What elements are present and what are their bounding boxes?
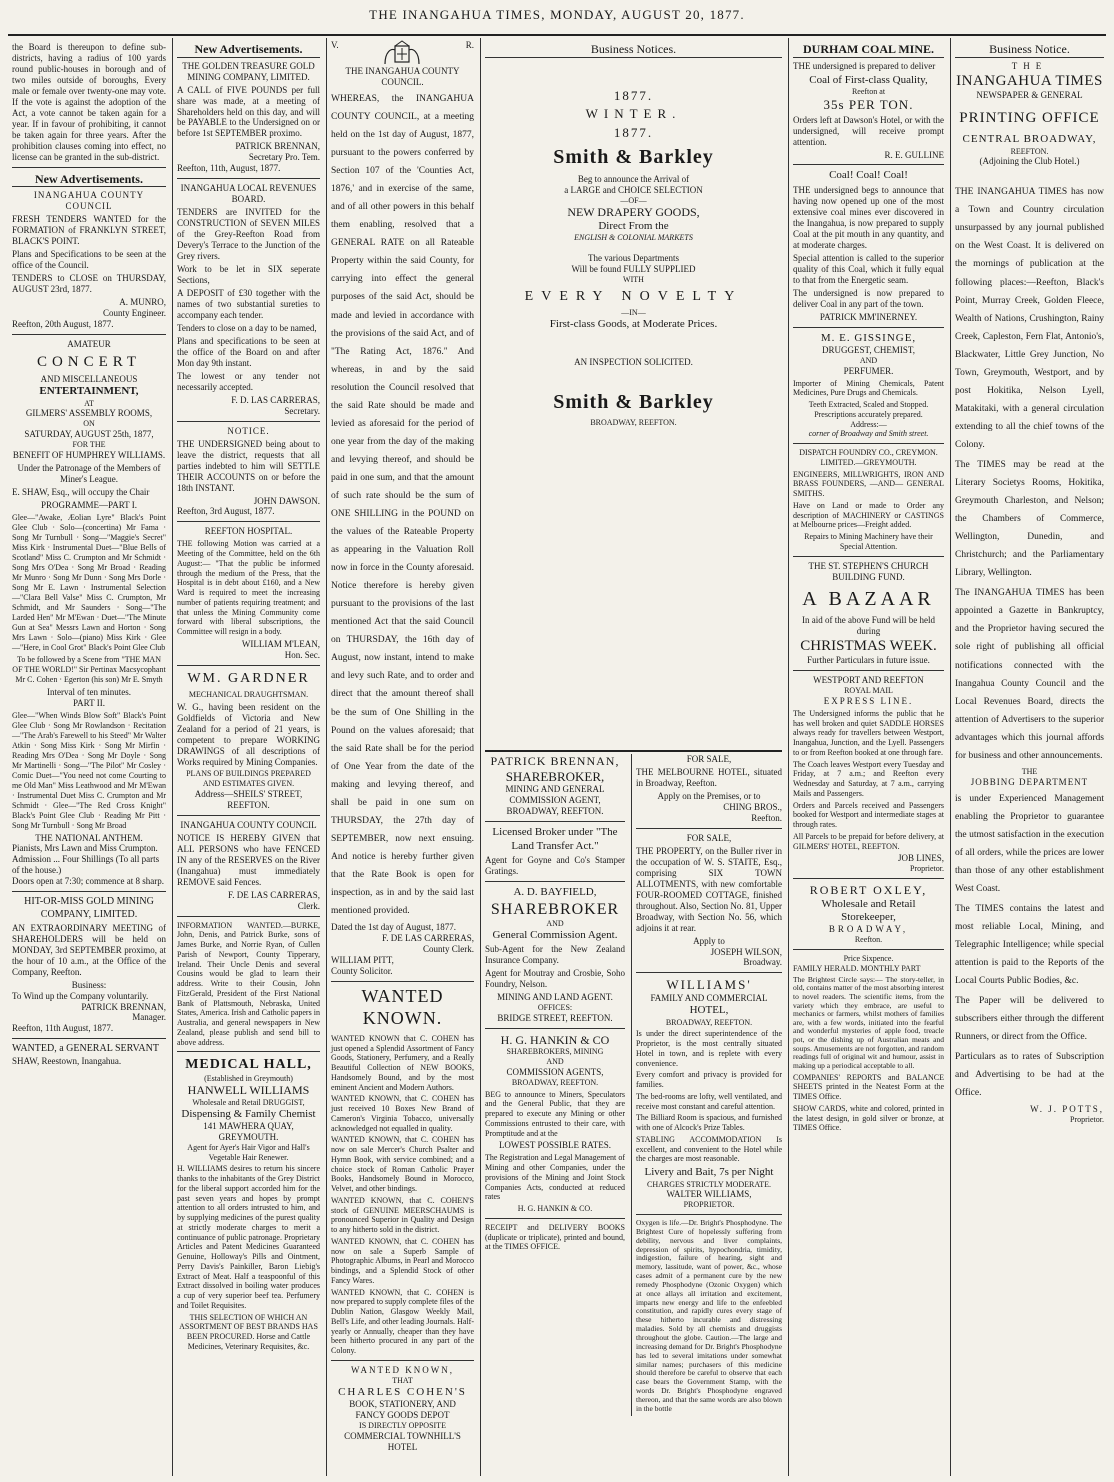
parcels: Orders and Parcels received and Passengers booked for Westport and intermediate stages at through rates. (793, 800, 944, 830)
on: ON (83, 419, 95, 429)
lower-left-ads (485, 754, 625, 1254)
wanted-1: WANTED KNOWN that C. COHEN has just opened a Splendid Assortment of Fancy Goods, Stationery, Perfumery, and a Really Beautiful Collection of NEW BOOKS, Handsomely Bound, and by the most eminent Ancient and Modern Authors. (331, 1033, 474, 1092)
divider (177, 665, 320, 666)
hankin-sig: H. G. HANKIN & CO. (517, 1204, 593, 1214)
new-ads-heading: New Advertisements. (12, 172, 166, 188)
for-the: FOR THE (72, 439, 106, 449)
lowest: LOWEST POSSIBLE RATES. (498, 1140, 612, 1151)
programme-1-list: Glee—"Awake, Æolian Lyre" Black's Point Glee Club · Solo—(concertina) Mr Fama · Song Mr Turnbull · Song—"Maggie's Secret" Miss Kirk · Instrumental Duet—"Blue Bells of Scotland" Miss C. Crumpton and Mr Schmidt · Song Mrs O'Dea · Song Mr Broad · Reading Mr Munro · Song Mr Dunn · Song Mrs Dorle · Song Mr E. Lawn · Instrumental Selection—"Clara Bell Valse" Miss C. Crumpton, Mr Schmidt, and Mr Saunders · Song—"The Larded Hen" Mr M'Ewan · Duet—"The Minute Gun at Sea" Messrs Lawn and Horton · Song Mrs Lawn · Solo—(piano) Miss Kirk · Glee—"Here, in Cool Grot" Black's Point Glee Club (12, 512, 166, 652)
divider (485, 1218, 625, 1219)
gt-title2: Secretary Pro. Tem. (248, 152, 320, 163)
bedrooms: The bed-rooms are lofty, well ventilated, and receive most constant and careful attention. (636, 1091, 782, 1111)
wp-body: The Undersigned informs the public that he has well broken and quiet SADDLE HORSES always ready for travellers between Westport, Inangahua, Junction, and the Lyell. Passengers to or from Reefton booked at one through fare. (793, 708, 944, 757)
divider (793, 949, 944, 950)
divider (12, 891, 166, 892)
land: Have on Land or made to Order any description of MACHINERY or CASTINGS at Melbourne prices—Freight added. (793, 500, 944, 530)
notice-title: NOTICE. (227, 425, 270, 436)
gt-body: A CALL of FIVE POUNDS per full share was made, at a meeting of Shareholders held on this day, and will be PAYABLE to the Undersigned on or before 1st SEPTEMBER proximo. (177, 84, 320, 139)
adjoining: (Adjoining the Club Hotel.) (979, 156, 1080, 167)
clerk-name: F. DE LAS CARRERAS, (381, 933, 474, 944)
lr-secretary: Secretary. (284, 405, 320, 416)
family: FAMILY AND COMMERCIAL (650, 993, 768, 1004)
hankin-addr: BROADWAY, REEFTON. (511, 1077, 599, 1087)
bazaar: A BAZAAR (802, 587, 935, 610)
that: THAT (392, 1375, 413, 1385)
hankin-and: AND (546, 1057, 564, 1067)
in: —IN— (621, 307, 646, 317)
hankin-comm: COMMISSION AGENTS, (506, 1066, 604, 1077)
inspection: AN INSPECTION SOLICITED. (574, 356, 693, 367)
solicitor-title: County Solicitor. (331, 965, 393, 976)
supplied: Will be found FULLY SUPPLIED (571, 264, 696, 275)
reading-rooms: The TIMES may be read at the Literary Societys Rooms, Hokitika, Greymouth Charleston, and Nelson; the Chambers of Commerce, Wellington, Dunedin, and Christchurch; and the Parliamentary Library, Wellington. (955, 459, 1104, 579)
hankin: H. G. HANKIN & CO (500, 1032, 610, 1047)
smith-barkley-1: Smith & Barkley (553, 146, 714, 169)
times-sub: NEWSPAPER & GENERAL (976, 89, 1083, 100)
divider (177, 815, 320, 816)
wanted-2: WANTED KNOWN, that C. COHEN has just received 10 Boxes New Brand of Cameron's Virginia Tobacco, universally acknowledged not equalled in quality. (331, 1094, 474, 1133)
first-class: First-class Goods, at Moderate Prices. (549, 317, 718, 330)
divider (636, 972, 782, 973)
hotel-body: Is under the direct superintendence of the Proprietor, is the most centrally situated Hotel in town, and is replete with every convenience. (636, 1029, 782, 1068)
v-letter: V. (331, 40, 339, 50)
the-2: THE (1021, 766, 1038, 776)
lr-work: Work to be let in SIX seperate Sections, (177, 264, 320, 286)
prescriptions: Prescriptions accurately prepared. (814, 409, 923, 419)
companies: COMPANIES' REPORTS and BALANCE SHEETS printed in the Neatest Form at the TIMES Office. (793, 1072, 944, 1102)
mla: MINING AND LAND AGENT. (497, 992, 613, 1003)
wind-up: To Wind up the Company voluntarily. (12, 990, 149, 1001)
lr-plans: Plans and specifications to be seen at the office of the Board on and after Mon day 9th instant. (177, 335, 320, 368)
misc: AND MISCELLANEOUS (40, 374, 138, 385)
aid: In aid of the above Fund will be held during (802, 614, 935, 636)
column-2 (172, 38, 324, 1476)
wk-title: WANTED KNOWN, (351, 1364, 454, 1375)
coal-coal: Coal! Coal! Coal! (829, 169, 908, 182)
year-1: 1877. (613, 87, 654, 103)
hospital-body: THE following Motion was carried at a Meeting of the Committee, held on the 6th August:— "That the public be informed through the medium of the Press, that the Hospital is in debt about £160, and a New Ward is required to meet the increasing number of patients requiring treatment; and that unless the Mining Community come forward with liberal subscriptions, the Committee will resign in a body. (177, 539, 320, 637)
ox-addr: BROADWAY, (828, 924, 909, 935)
fancy: FANCY GOODS DEPOT (355, 1409, 450, 1420)
gt-title: THE GOLDEN TREASURE GOLD MINING COMPANY, LIMITED. (182, 60, 315, 82)
divider (12, 167, 166, 168)
westport: WESTPORT AND REEFTON (813, 675, 924, 686)
property: THE PROPERTY, on the Buller river in the occupation of W. S. STAITE, Esq., comprising SIX TOWN ALLOTMENTS, with new comfortable FOUR-ROOMED COTTAGE, finished throughout. Also, Section No. 81, Upper Broadway, with Section No. 56, which adjoins it at rear. (636, 845, 782, 933)
large: a LARGE and CHOICE SELECTION (564, 184, 703, 195)
divider (793, 327, 944, 328)
jobbing: JOBBING DEPARTMENT (970, 776, 1089, 787)
hospital-title: REEFTON HOSPITAL. (204, 526, 293, 537)
wm-gardner: WM. GARDNER (187, 670, 310, 686)
wanted-3: WANTED KNOWN, that C. COHEN has now on sale Mercer's Church Psalter and Hymn Book, with service combined; and a choice stock of Roman Catholic Prayer Books, Handsomely Bound in Morocco, Velvet, and other bindings. (331, 1135, 474, 1194)
plans-text: Plans and Specifications to be seen at the office of the Council. (12, 249, 166, 271)
prepaid: All Parcels to be prepaid for before delivery, at GILMERS' HOTEL, REEFTON. (793, 831, 944, 851)
potts-title: Proprietor. (1070, 1115, 1104, 1125)
ching-place: Reefton. (751, 812, 782, 823)
gt-date: Reefton, 11th, August, 1877. (177, 163, 281, 174)
divider (177, 1051, 320, 1052)
hit-body: AN EXTRAORDINARY MEETING of SHAREHOLDERS will be held on MONDAY, 3rd SEPTEMBER proximo, at the hour of 10 a.m., at the Office of the Company, Reefton. (12, 922, 166, 977)
wm-body: W. G., having been resident on the Goldfields of Victoria and New Zealand for a period of 21 years, is competent to prepare WORKING DRAWINGS of all descriptions of Works required by Mining Companies. (177, 701, 320, 767)
durham-body: THE undersigned is prepared to deliver (793, 60, 936, 71)
when: SATURDAY, AUGUST 25th, 1877, (24, 429, 154, 440)
column-6 (950, 38, 1108, 1476)
rooms: GILMERS' ASSEMBLY ROOMS, (25, 408, 153, 419)
column-3 (326, 38, 478, 1476)
chair: E. SHAW, Esq., will occupy the Chair (12, 486, 150, 497)
stabling: STABLING ACCOMMODATION Is excellent, and convenient to the Hotel while the charges are most reasonable. (636, 1134, 782, 1164)
date: Reefton, 20th August, 1877. (12, 318, 114, 329)
chemist: DRUGGEST, CHEMIST, (822, 344, 915, 355)
clerk-title: County Clerk. (423, 944, 474, 955)
icc-name: F. DE LAS CARRERAS, (227, 889, 320, 900)
divider (12, 1038, 166, 1039)
reefton: REEFTON. (1010, 146, 1049, 156)
printing-office: PRINTING OFFICE (959, 109, 1100, 126)
wholesale: Wholesale and Retail (821, 897, 916, 910)
direct-from: Direct From the (598, 219, 669, 232)
lower-right-ads (631, 754, 782, 1416)
show-cards: SHOW CARDS, white and colored, printed in the latest design, in gold silver or bronze, at TIMES Office. (793, 1103, 944, 1133)
oxley: ROBERT OXLEY, (809, 883, 928, 898)
every-novelty: EVERY NOVELTY (524, 288, 743, 304)
pianists: Pianists, Mrs Lawn and Miss Crumpton. (12, 843, 158, 854)
tenders-close: TENDERS to CLOSE on THURSDAY, AUGUST 23rd, 1877. (12, 273, 166, 295)
lr-name: F. D. LAS CARRERAS, (231, 394, 320, 405)
joseph: JOSEPH WILSON, (710, 946, 782, 957)
medical-hall: MEDICAL HALL, (185, 1057, 312, 1073)
beg: Beg to announce the Arrival of (577, 173, 690, 184)
orders: Orders left at Dawson's Hotel, or with the undersigned, will receive prompt attention. (793, 114, 944, 147)
joseph-addr: Broadway. (743, 957, 782, 968)
special: Special attention is called to the superior quality of this Coal, which it fully equal to that from the Energetic seam. (793, 252, 944, 285)
charges: CHARGES STRICTLY MODERATE. (646, 1179, 772, 1189)
rate-notice: WHEREAS, the INANGAHUA COUNTY COUNCIL, at a meeting held on the 1st day of August, 1877, pursuant to the powers conferred by Section 107 of the 'Counties Act, 1876,' and in exercise of the same, and of all other powers in this behalf them enabling, resolved that a GENERAL RATE on all Rateable Property within the said County, for carrying into effect the general purposes of the said Act, should be made and levied in accordance with the provisions of the said Act, and of "The Rating Act, 1876." And whereas, in and by the said resolution the Council resolved that the said Rate should be made and levied as aforesaid for the period of one year from the day of the making and levying thereof, and should be paid in one sum, and that the amount of such rate should be the sum of ONE SHILLING in the POUND on the values of the Rateable Property as appearing in the Valuation Roll now in force in the County aforesaid. Notice therefore is hereby given pursuant to the provisions of the last mentioned Act that the said Council on THURSDAY, the 16th day of August, now instant, intend to make and levy such Rate, and to order and direct that the amount thereof shall be the sum of One Shilling in the Pound on the values aforesaid; that the said Rate shall be for the period of One Year from the date of the making and levying thereof, and shall be paid in one sum on THURSDAY, the 27th day of SEPTEMBER, now next ensuing. And notice is hereby further given that the Rate Book is open for inspection, as in and by the said last mentioned provided. (331, 93, 474, 917)
hankin-body: BEG to announce to Miners, Speculators and the General Public, that they are prepared to execute any Mining or other Commissions entrusted to their care, with Promptitude and at the (485, 1089, 625, 1138)
price: 35s PER TON. (823, 96, 914, 112)
amateur: AMATEUR (67, 338, 111, 349)
importer: Importer of Mining Chemicals, Patent Medicines, Pure Drugs and Chemicals. (793, 378, 944, 398)
deliver: The undersigned is now prepared to deliver Coal in any part of the town. (793, 287, 944, 309)
family-herald: FAMILY HERALD. MONTHLY PART (793, 963, 921, 973)
repairs: Repairs to Mining Machinery have their Special Attention. (804, 532, 933, 551)
nz: Sub-Agent for the New Zealand Insurance Company. (485, 944, 625, 966)
admission: Admission ... Four Shillings (To all parts of the house.) (12, 854, 160, 876)
delivery: The Paper will be delivered to subscribers either through the different Runners, or direct from the Office. (955, 996, 1104, 1043)
wanted-5: WANTED KNOWN, that C. COHEN has now on sale a Superb Sample of Photographic Albums, in Pearl and Morocco bindings, and a Splendid Stock of other Fancy Wares. (331, 1236, 474, 1285)
anthem: THE NATIONAL ANTHEM. (35, 832, 143, 843)
wanted-by: SHAW, Reestown, Inangahua. (12, 1055, 122, 1066)
divider (793, 556, 944, 557)
ox-place: Reefton. (854, 935, 883, 945)
divider (793, 164, 944, 165)
for-sale-2: FOR SALE, (686, 832, 732, 843)
divider (485, 821, 625, 822)
divider (793, 878, 944, 879)
bridge: BRIDGE STREET, REEFTON. (497, 1012, 613, 1023)
walter: WALTER WILLIAMS, (666, 1189, 752, 1200)
quay: 141 MAWHERA QUAY, GREYMOUTH. (203, 1121, 294, 1142)
divider (331, 1360, 474, 1361)
durham-title: DURHAM COAL MINE. (793, 42, 944, 58)
concert-title: CONCERT (36, 353, 142, 370)
business-notice-heading: Business Notice. (955, 42, 1104, 58)
apply-2: Apply to (693, 935, 725, 946)
departments: The various Departments (588, 253, 679, 264)
benefit: BENEFIT OF HUMPHREY WILLIAMS. (12, 449, 166, 460)
royal-header (331, 40, 474, 66)
coal: Coal of First-class Quality, (809, 73, 928, 86)
signed-title: County Engineer. (103, 307, 166, 318)
dispatch: DISPATCH FOUNDRY CO., CREYMON. LIMITED.—GREYMOUTH. (799, 448, 938, 467)
icc-title2: Clerk. (297, 900, 320, 911)
patronage: Under the Patronage of the Members of Miner's League. (17, 462, 161, 484)
column-1 (8, 38, 170, 1476)
divider (485, 1028, 625, 1029)
year-2: 1877. (613, 125, 654, 141)
further: Further Particulars in future issue. (807, 655, 930, 666)
masthead: THE INANGAHUA TIMES, MONDAY, AUGUST 20, 1877. (369, 7, 745, 22)
townhill-hotel: COMMERCIAL TOWNHILL'S HOTEL (344, 1430, 461, 1452)
signed-name: A. MUNRO, (119, 297, 166, 307)
divider (793, 670, 944, 671)
tenders-intro: FRESH TENDERS WANTED for the FORMATION of FRANKLYN STREET, BLACK'S POINT. (12, 214, 166, 247)
wm-address: Address—SHEILS' STREET, REEFTON. (194, 788, 303, 810)
potts: W. J. POTTS, (1030, 1104, 1104, 1115)
pb-sharebroker: SHAREBROKER, (505, 768, 605, 784)
jobbing-body: is under Experienced Management enabling the Proprietor to guarantee the utmost satisfaction in the execution of all orders, while the prices are lower than those of any other establishment West Coast. (955, 793, 1104, 894)
wanted-known-title: WANTED KNOWN. (361, 985, 444, 1028)
proprietor: PROPRIETOR. (683, 1200, 735, 1210)
solicitor-name: WILLIAM PITT, (331, 955, 394, 965)
or: —OF— (620, 195, 647, 205)
mm-body: THE undersigned begs to announce that having now opened up one of the most extensive coal mines ever discovered in the Inangahua, is now prepared to supply Coal at the pit mouth in any quantity, and at moderate charges. (793, 184, 944, 250)
new-ads-heading: New Advertisements. (177, 42, 320, 58)
gazette: The INANGAHUA TIMES has been appointed a Gazette in Bankruptcy, and the Proprietor having secured the sole right of publishing all official notifications connected with the Inangahua County Council and the Local Revenues Board, directs the attention of Advertisers to the superior advantages which this journal affords for business and other announcements. (955, 588, 1104, 761)
notice-body: THE UNDERSIGNED being about to leave the district, requests that all parties indebted to him will SETTLE THEIR ACCOUNTS on or before the 18th INSTANT. (177, 438, 320, 493)
receipt: RECEIPT and DELIVERY BOOKS (duplicate or triplicate), printed and bound, at the TIMES OFFICE. (485, 1222, 625, 1252)
offices: OFFICES: (537, 1003, 573, 1013)
manager-name: PATRICK BRENNAN, (81, 1001, 166, 1012)
scene: To be followed by a Scene from "THE MAN OF THE WORLD!" Sir Pertinax Macsycophant Mr C. Cohen · Egerton (his son) Mr E. Smyth (12, 654, 166, 684)
circulation: THE INANGAHUA TIMES has now a Town and Country circulation unsurpassed by any journal published on the West Coast. It is delivered on the mornings of publication at the following places:—Reefton, Black's Point, Murray Creek, Golden Fleece, Wealth of Nations, Crushington, Rainy Creek, Capleston, Fern Flat, Antonio's, Blackwater, Little Grey Junction, No Town, Greymouth, Westport, and by post Hokitika, Nelson Lyell, Matakitaki, with a general circulation extending to all the chief towns of the Colony. (955, 187, 1104, 450)
sharebroker: SHAREBROKER (490, 900, 620, 918)
directly: IS DIRECTLY OPPOSITE (359, 1420, 446, 1430)
moutray: Agent for Moutray and Crosbie, Soho Foundry, Nelson. (485, 968, 625, 990)
winter: WINTER. (585, 106, 682, 122)
broadway: BROADWAY, REEFTON. (590, 418, 677, 428)
gca: General Commission Agent. (492, 928, 618, 941)
med-est: (Established in Greymouth) (204, 1073, 293, 1083)
wanted-servant: WANTED, a GENERAL SERVANT (12, 1043, 159, 1055)
wm-sub: MECHANICAL DRAUGHTSMAN. (188, 689, 309, 699)
reefton-at: Reefton at (851, 87, 886, 96)
dated: Dated the 1st day of August, 1877. (331, 922, 456, 933)
med-body: H. WILLIAMS desires to return his sincere thanks to the inhabitants of the Grey District for the liberal support accorded him for the past seven years and hopes by prompt attention to all orders intrusted to him, and by supplying medicines of the purest quality at strictly moderate charges to merit a continuance of public patronage. Proprietary Articles and Patent Medicines Guaranteed Genuine, Holloway's Pills and Ointment, Perry Davis's Painkiller, Baron Liebig's Extract of Meat. Half a teaspoonful of this Extract dissolved in boiling water produces a cup of very superior beef tea. Perfumery and Toilet Requisites. (177, 1164, 320, 1310)
christmas: CHRISTMAS WEEK. (800, 637, 937, 654)
corner: corner of Broadway and Smith street. (808, 429, 929, 439)
sixpence: Price Sixpence. (843, 954, 894, 964)
business-label: Business: (71, 979, 107, 990)
new-drapery: NEW DRAPERY GOODS, (567, 205, 700, 220)
at: AT (84, 398, 94, 408)
pb-mining: MINING AND GENERAL COMMISSION AGENT, (505, 784, 605, 806)
icc-body: NOTICE IS HEREBY GIVEN that ALL PERSONS who have FENCED IN any of the RESERVES on the River (Inangahua) must immediately REMOVE said Fences. (177, 832, 320, 887)
registration: The Registration and Legal Management of Mining and other Companies, under the provisions of the Mining and Joint Stock Companies Acts, conducted at reduced rates (485, 1153, 625, 1202)
licensed: Licensed Broker under "The Land Transfer Act." (492, 826, 618, 852)
entertainment: ENTERTAINMENT, (39, 385, 139, 398)
divider (177, 521, 320, 522)
job-title: Proprietor. (910, 864, 944, 874)
pb-addr: BROADWAY, REEFTON. (506, 806, 604, 817)
royal: ROYAL MAIL (844, 686, 893, 696)
law-text: the Board is thereupon to define sub-districts, having a radius of 100 yards round public-houses in borough and of two miles outside of boroughs, Every male or female over twenty-one may vote. If the vote is against the adoption of the Act, a vote cannot be taken again for a year. If in favour of prohibiting, it cannot be taken again for three years. After the prohibition clauses coming into effect, no license can be granted in the sub-district. (12, 42, 166, 162)
divider (12, 334, 166, 335)
gissinge: M. E. GISSINGE, (820, 331, 917, 344)
manager-title: Manager. (132, 1012, 166, 1023)
doors: Doors open at 7:30; commence at 8 sharp. (12, 876, 164, 887)
divider (793, 443, 944, 444)
gulline: R. E. GULLINE (884, 149, 944, 160)
notice-date: Reefton, 3rd August, 1877. (177, 506, 275, 517)
bayfield: A. D. BAYFIELD, (513, 886, 597, 899)
central: CENTRAL BROADWAY, (962, 133, 1097, 146)
williams: WILLIAMS' (666, 977, 752, 993)
council-heading: INANGAHUA COUNTY COUNCIL (33, 190, 145, 212)
fh-body: The Brightest Circle says:— The story-teller, in old, contains matter of the most absorbing interest to novel readers. The scientific items, from the variety which they embrace, are useful to mechanics or farmers, whilst mothers of families are, with a few words, initiated into the fearful and wonderful mysteries of apple food, treacle pot, or the dishing up of Australian meats and soups. Amusements are not forgotten, and random readings full of original wit and humour, assist in making up a periodical acceptable to all. (793, 974, 944, 1070)
divider (177, 421, 320, 422)
hotel-addr: BROADWAY, REEFTON. (665, 1017, 753, 1027)
divider (636, 828, 782, 829)
programme-part-2: PART II. (73, 697, 105, 708)
address: Address:— (850, 419, 887, 429)
agent: Agent for Goyne and Co's Stamper Gratings. (485, 855, 625, 877)
info-wanted: INFORMATION WANTED.—BURKE, John, Denis, and Patrick Burke, sons of James Burke, and Norrie Ryan, of Cullen Parish of Newport, County Tipperary, Ireland. Their Uncle Denis and several Cousins would be glad to learn their address. Write to their Cousin, John FitzGerald, President of the First National Bank of Plattsmouth, Nebraska, United States, America. Irish and Catholic papers in Australia, and general newspapers in New Zealand, please publish and send bill to above address. (177, 920, 320, 1047)
hit-title: HIT-OR-MISS GOLD MINING COMPANY, LIMITED. (24, 896, 154, 920)
column-5 (788, 38, 948, 1476)
engineers: ENGINEERS, MILLWRIGHTS, IRON AND BRASS FOUNDERS, —AND— GENERAL SMITHS. (793, 469, 944, 499)
divider (177, 916, 320, 917)
programme-part-1: PROGRAMME—PART I. (41, 499, 137, 510)
wanted-4: WANTED KNOWN, that C. COHEN'S stock of GENUINE MEERSCHAUMS is pronounced Superior in Quality and Design to any hitherto sold in the district. (331, 1195, 474, 1235)
ching: CHING BROS., (723, 801, 782, 812)
the: THE (1011, 60, 1048, 71)
dispensing: Dispensing & Family Chemist (181, 1107, 316, 1120)
agent: Agent for Ayer's Hair Vigor and Hall's Vegetable Hair Renewer. (187, 1142, 310, 1162)
lr-close: Tenders to close on a day to be named, (177, 322, 317, 333)
melbourne: THE MELBOURNE HOTEL, situated in Broadway, Reefton. (636, 766, 782, 788)
with: WITH (623, 275, 644, 284)
storekeeper: Storekeeper, (841, 911, 896, 924)
lr-body: TENDERS are INVITED for the CONSTRUCTION of SEVEN MILES of the Grey-Reefton Road from Devery's Terrace to the Junction of the Grey rivers. (177, 207, 320, 262)
med-whole: Wholesale and Retail DRUGGIST, (192, 1097, 305, 1107)
wanted-6: WANTED KNOWN, that C. COHEN is now prepared to supply complete files of the Dublin Nation, Glasgow Weekly Mail, Bell's Life, and other leading Journals. Half-yearly or Annually, cheaper than they have been hitherto procured in any part of the Colony. (331, 1287, 474, 1356)
gt-name: PATRICK BRENNAN, (235, 141, 320, 152)
hankin-sub: SHAREBROKERS, MINING (506, 1047, 604, 1057)
lr-title: INANGAHUA LOCAL REVENUES BOARD. (180, 183, 317, 205)
livery: Livery and Bait, 7s per Night (644, 1166, 774, 1179)
for-sale-1: FOR SALE, (686, 754, 732, 764)
hospital-title2: Hon. Sec. (284, 649, 320, 660)
royal-crest-icon (377, 40, 427, 66)
lr-lowest: The lowest or any tender not necessarily accepted. (177, 370, 320, 392)
divider (485, 881, 625, 882)
markets: ENGLISH & COLONIAL MARKETS (574, 233, 693, 243)
masthead-rule (8, 34, 1106, 36)
job: JOB LINES, (897, 853, 944, 864)
apply: Apply on the Premises, or to (657, 790, 761, 801)
latest: The TIMES contains the latest and most reliable Local, Mining, and Telegraphic Intelligence; while special attention is paid to the Reports of the Local Courts Public Bodies, &c. (955, 903, 1104, 986)
hospital-name: WILLIAM M'LEAN, (241, 638, 320, 649)
programme-2-list: Glee—"When Winds Blow Soft" Black's Point Glee Club · Song Mr Rowlandson · Recitation—"The Arab's Farewell to his Steed" Mr Walter Atkin · Song Miss Kirk · Song Mr Mirfin · Reading Mrs O'Dea · Song Mr Doyle · Song Mr Martinelli · Song—"The Pilot" Mr Cosley · Comic Duet—"You need not come Courting to me Old Man" Miss Leathwood and Mr M'Ewan · Instrumental Duet Miss C. Crumpton and Mr Schmidt · Glee—"The Red Cross Knight" Black's Point Glee Club · Reading Mr Pitt · Song Mr Turnbull · Song Mr Broad (12, 710, 166, 830)
hit-date: Reefton, 11th August, 1877. (12, 1023, 114, 1034)
billiard: The Billiard Room is spacious, and furnished with one of Alcock's Prize Tables. (636, 1113, 782, 1133)
mm-name: PATRICK MM'INERNEY. (819, 311, 918, 322)
teeth: Teeth Extracted, Scaled and Stopped. (808, 400, 929, 410)
divider (636, 1214, 782, 1215)
divider (177, 178, 320, 179)
particulars: Particulars as to rates of Subscription and Advertising to be had at the Office. (955, 1052, 1104, 1099)
charles-cohen: CHARLES COHEN'S (338, 1385, 467, 1398)
lr-deposit: A DEPOSIT of £30 together with the names of two substantial sureties to accompany each tender. (177, 288, 320, 320)
interval: Interval of ten minutes. (47, 686, 131, 697)
perfumer: PERFUMER. (843, 365, 894, 376)
oxygen: Oxygen is life.—Dr. Bright's Phosphodyne. The Brightest Cure of hopelessly suffering from debility, nervous and liver complaints, depression of spirits, hypochondria, timidity, indigestion, failure of hearing, sight and memory, lassitude, want of power, &c., whose cases admit of a permanent cure by the new remedy Phosphodyne (Ozonic Oxygen) which at once allays all irritation and excitement, imparts new energy and life to the enfeebled constitution, and rapidly cures every stage of these hitherto incurable and distressing maladies. Sold by all chemists and druggists throughout the globe. Caution.—The large and increasing demand for Dr. Bright's Phosphodyne has led to several imitations under somewhat similar names; purchasers of this medicine should therefore be careful to observe that each case bears the Government Stamp, with the words Dr. Bright's Phosphodyne engraved thereon, and that the same words are also blown in the bottle (636, 1218, 782, 1413)
council-title: THE INANGAHUA COUNTY COUNCIL. (345, 66, 460, 87)
lower-rule (485, 750, 782, 752)
business-notices-heading: Business Notices. (485, 42, 782, 58)
divider (331, 981, 474, 982)
wm-plans: PLANS OF BUILDINGS PREPARED AND ESTIMATES GIVEN. (186, 769, 311, 789)
column-4 (480, 38, 786, 1476)
coach: The Coach leaves Westport every Tuesday and Friday, at 7 a.m.; and Reefton every Wednesday and Saturday, at 7 a.m., carrying Mails and Passengers. (793, 759, 944, 798)
hotel: HOTEL, (689, 1004, 729, 1017)
and: AND (859, 355, 878, 365)
med-foot: THIS SELECTION OF WHICH AN ASSORTMENT OF BEST BRANDS HAS BEEN PROCURED. Horse and Cattle Medicines, Veterinary Requisites, &c. (179, 1312, 318, 1351)
express: EXPRESS LINE. (823, 695, 914, 706)
pb-name: PATRICK BRENNAN, (490, 754, 620, 768)
stephen: THE ST. STEPHEN'S CHURCH BUILDING FUND. (808, 560, 929, 582)
and: AND (546, 919, 564, 929)
hanwell: HANWELL WILLIAMS (187, 1083, 310, 1098)
times-title: INANGAHUA TIMES (956, 72, 1103, 89)
notice-name: JOHN DAWSON. (253, 495, 320, 506)
comfort: Every comfort and privacy is provided for families. (636, 1070, 782, 1090)
book: BOOK, STATIONERY, AND (349, 1398, 456, 1409)
icc-title: INANGAHUA COUNTY COUNCIL (180, 819, 317, 830)
r-letter: R. (465, 40, 474, 50)
smith-barkley-2: Smith & Barkley (553, 390, 714, 413)
